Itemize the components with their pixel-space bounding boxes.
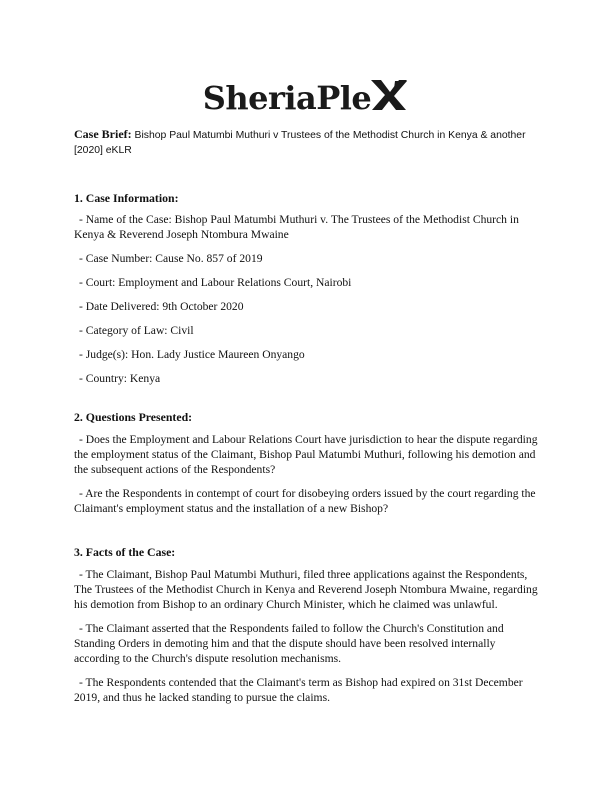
- list-item: - Category of Law: Civil: [79, 324, 194, 337]
- list-item: - Does the Employment and Labour Relations Court have jurisdiction to hear the dispute regarding the employment status of the Claimant, Bishop Paul Matumbi Muthuri, following his demotion and the subsequent actions of the Respondents?: [74, 433, 538, 476]
- list-item: - The Respondents contended that the Claimant's term as Bishop had expired on 31st December 2019, and thus he lacked standing to pursue the claims.: [74, 676, 523, 704]
- logo-wordmark: SheriaPle: [202, 78, 372, 117]
- sheriaplex-logo: [0, 78, 612, 117]
- case-brief-title: [74, 127, 544, 158]
- list-item: - Country: Kenya: [79, 372, 161, 385]
- list-item: - The Claimant asserted that the Respondents failed to follow the Church's Constitution and Standing Orders in demoting him and that the dispute should have been resolved internally according to the Church's dispute resolution mechanisms.: [74, 622, 504, 665]
- list-item: - Are the Respondents in contempt of court for disobeying orders issued by the court regarding the Claimant's employment status and the installation of a new Bishop?: [74, 487, 536, 515]
- case-brief-label: Case Brief:: [74, 127, 132, 141]
- logo-x-mark: [369, 78, 409, 117]
- list-item: - Case Number: Cause No. 857 of 2019: [79, 252, 263, 265]
- list-item: - Date Delivered: 9th October 2020: [79, 300, 244, 313]
- section-heading: 2. Questions Presented:: [74, 410, 193, 424]
- list-item: - Name of the Case: Bishop Paul Matumbi Muthuri v. The Trustees of the Methodist Church in Kenya & Reverend Joseph Ntombura Mwaine: [74, 213, 519, 241]
- list-item: - The Claimant, Bishop Paul Matumbi Muthuri, filed three applications against the Respondents, The Trustees of the Methodist Church in Kenya and Reverend Joseph Ntombura Mwaine, regarding his demotion from Bishop to an ordinary Church Minister, which he claimed was unlawful.: [74, 568, 538, 611]
- section-questions-presented: [74, 410, 544, 516]
- section-facts-of-the-case: [74, 545, 544, 705]
- case-brief-citation: Bishop Paul Matumbi Muthuri v Trustees of the Methodist Church in Kenya & another [2020] eKLR: [74, 130, 526, 156]
- section-heading: 1. Case Information:: [74, 191, 179, 205]
- section-heading: 3. Facts of the Case:: [74, 545, 176, 559]
- section-case-information: [74, 191, 544, 386]
- list-item: - Judge(s): Hon. Lady Justice Maureen Onyango: [79, 348, 305, 361]
- list-item: - Court: Employment and Labour Relations Court, Nairobi: [79, 276, 352, 289]
